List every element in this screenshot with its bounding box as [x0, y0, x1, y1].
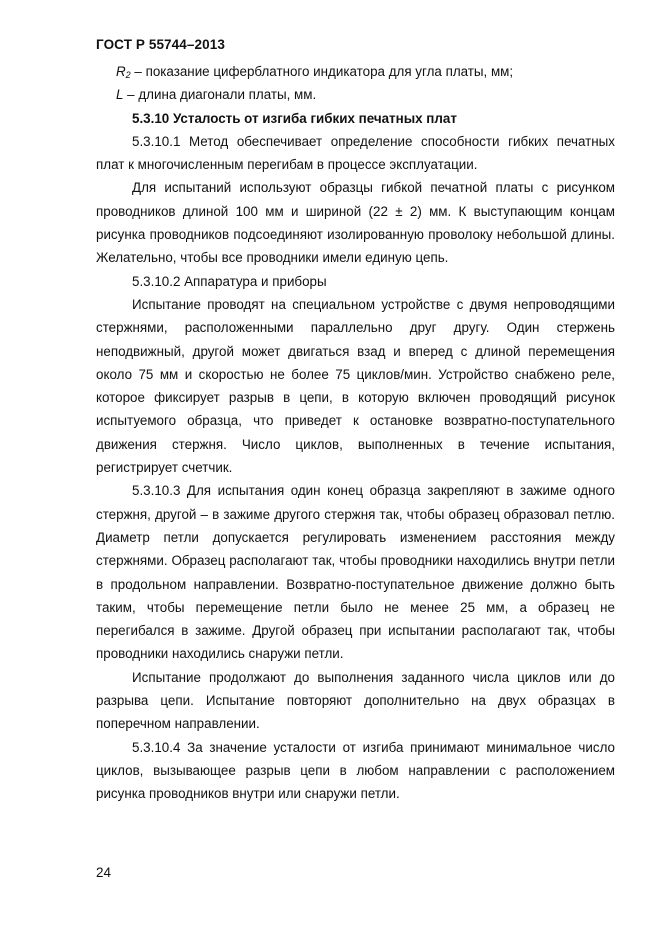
- definition-r2: [96, 60, 615, 83]
- definition-text: – длина диагонали платы, мм.: [123, 87, 317, 103]
- paragraph-5-3-10-4: 5.3.10.4 За значение усталости от изгиба принимают минимальное число циклов, вызывающее разрыв цепи в любом направлении с расположением рисунка проводников внутри или снаружи петли.: [96, 739, 615, 802]
- paragraph-5-3-10-1: 5.3.10.1 Метод обеспечивает определение способности гибких печатных плат к многочисленным перегибам в процессе эксплуатации.: [96, 133, 615, 173]
- paragraph-test-continuation: Испытание продолжают до выполнения заданного числа циклов или до разрыва цепи. Испытание повторяют дополнительно на двух образцах в поперечном направлении.: [96, 669, 615, 732]
- paragraph-apparatus: Испытание проводят на специальном устройстве с двумя непроводящими стержнями, расположенными параллельно друг другу. Один стержень неподвижный, другой может двигаться взад и вперед с длиной перемещения около 75 мм и скоростью не более 75 циклов/мин. Устройство снабжено реле, которое фиксирует разрыв в цепи, в которую включен проводящий рисунок испытуемого образца, что приведет к остановке возвратно-поступательного движения стержня. Число циклов, выполненных в течение испытания, регистрирует счетчик.: [96, 296, 615, 476]
- standard-code-header: ГОСТ Р 55744–2013: [96, 37, 225, 52]
- definition-l: [96, 83, 615, 106]
- paragraph-5-3-10-2: 5.3.10.2 Аппаратура и приборы: [132, 273, 327, 289]
- paragraph-specimens: Для испытаний используют образцы гибкой печатной платы с рисунком проводников длиной 100 мм и шириной (22 ± 2) мм. К выступающим концам рисунка проводников подсоединяют изолированную проволоку небольшой длины. Желательно, чтобы все проводники имели единую цепь.: [96, 180, 615, 266]
- section-heading: 5.3.10 Усталость от изгиба гибких печатных плат: [132, 110, 457, 126]
- paragraph-5-3-10-3: 5.3.10.3 Для испытания один конец образца закрепляют в зажиме одного стержня, другой – в зажиме другого стержня так, чтобы образец образовал петлю. Диаметр петли допускается регулировать изменением расстояния между стержнями. Образец располагают так, чтобы проводники находились внутри петли в продольном направлении. Возвратно-поступательное движение должно быть таким, чтобы перемещение петли было не менее 25 мм, а образец не перегибался в зажиме. Другой образец при испытании располагают так, чтобы проводники находились снаружи петли.: [96, 483, 615, 662]
- definition-symbol: $R_2$: [116, 64, 131, 80]
- definition-text: – показание циферблатного индикатора для угла платы, мм;: [130, 64, 514, 79]
- page-number: 24: [96, 865, 112, 880]
- definition-symbol: L: [116, 87, 124, 103]
- page-body: [96, 60, 615, 806]
